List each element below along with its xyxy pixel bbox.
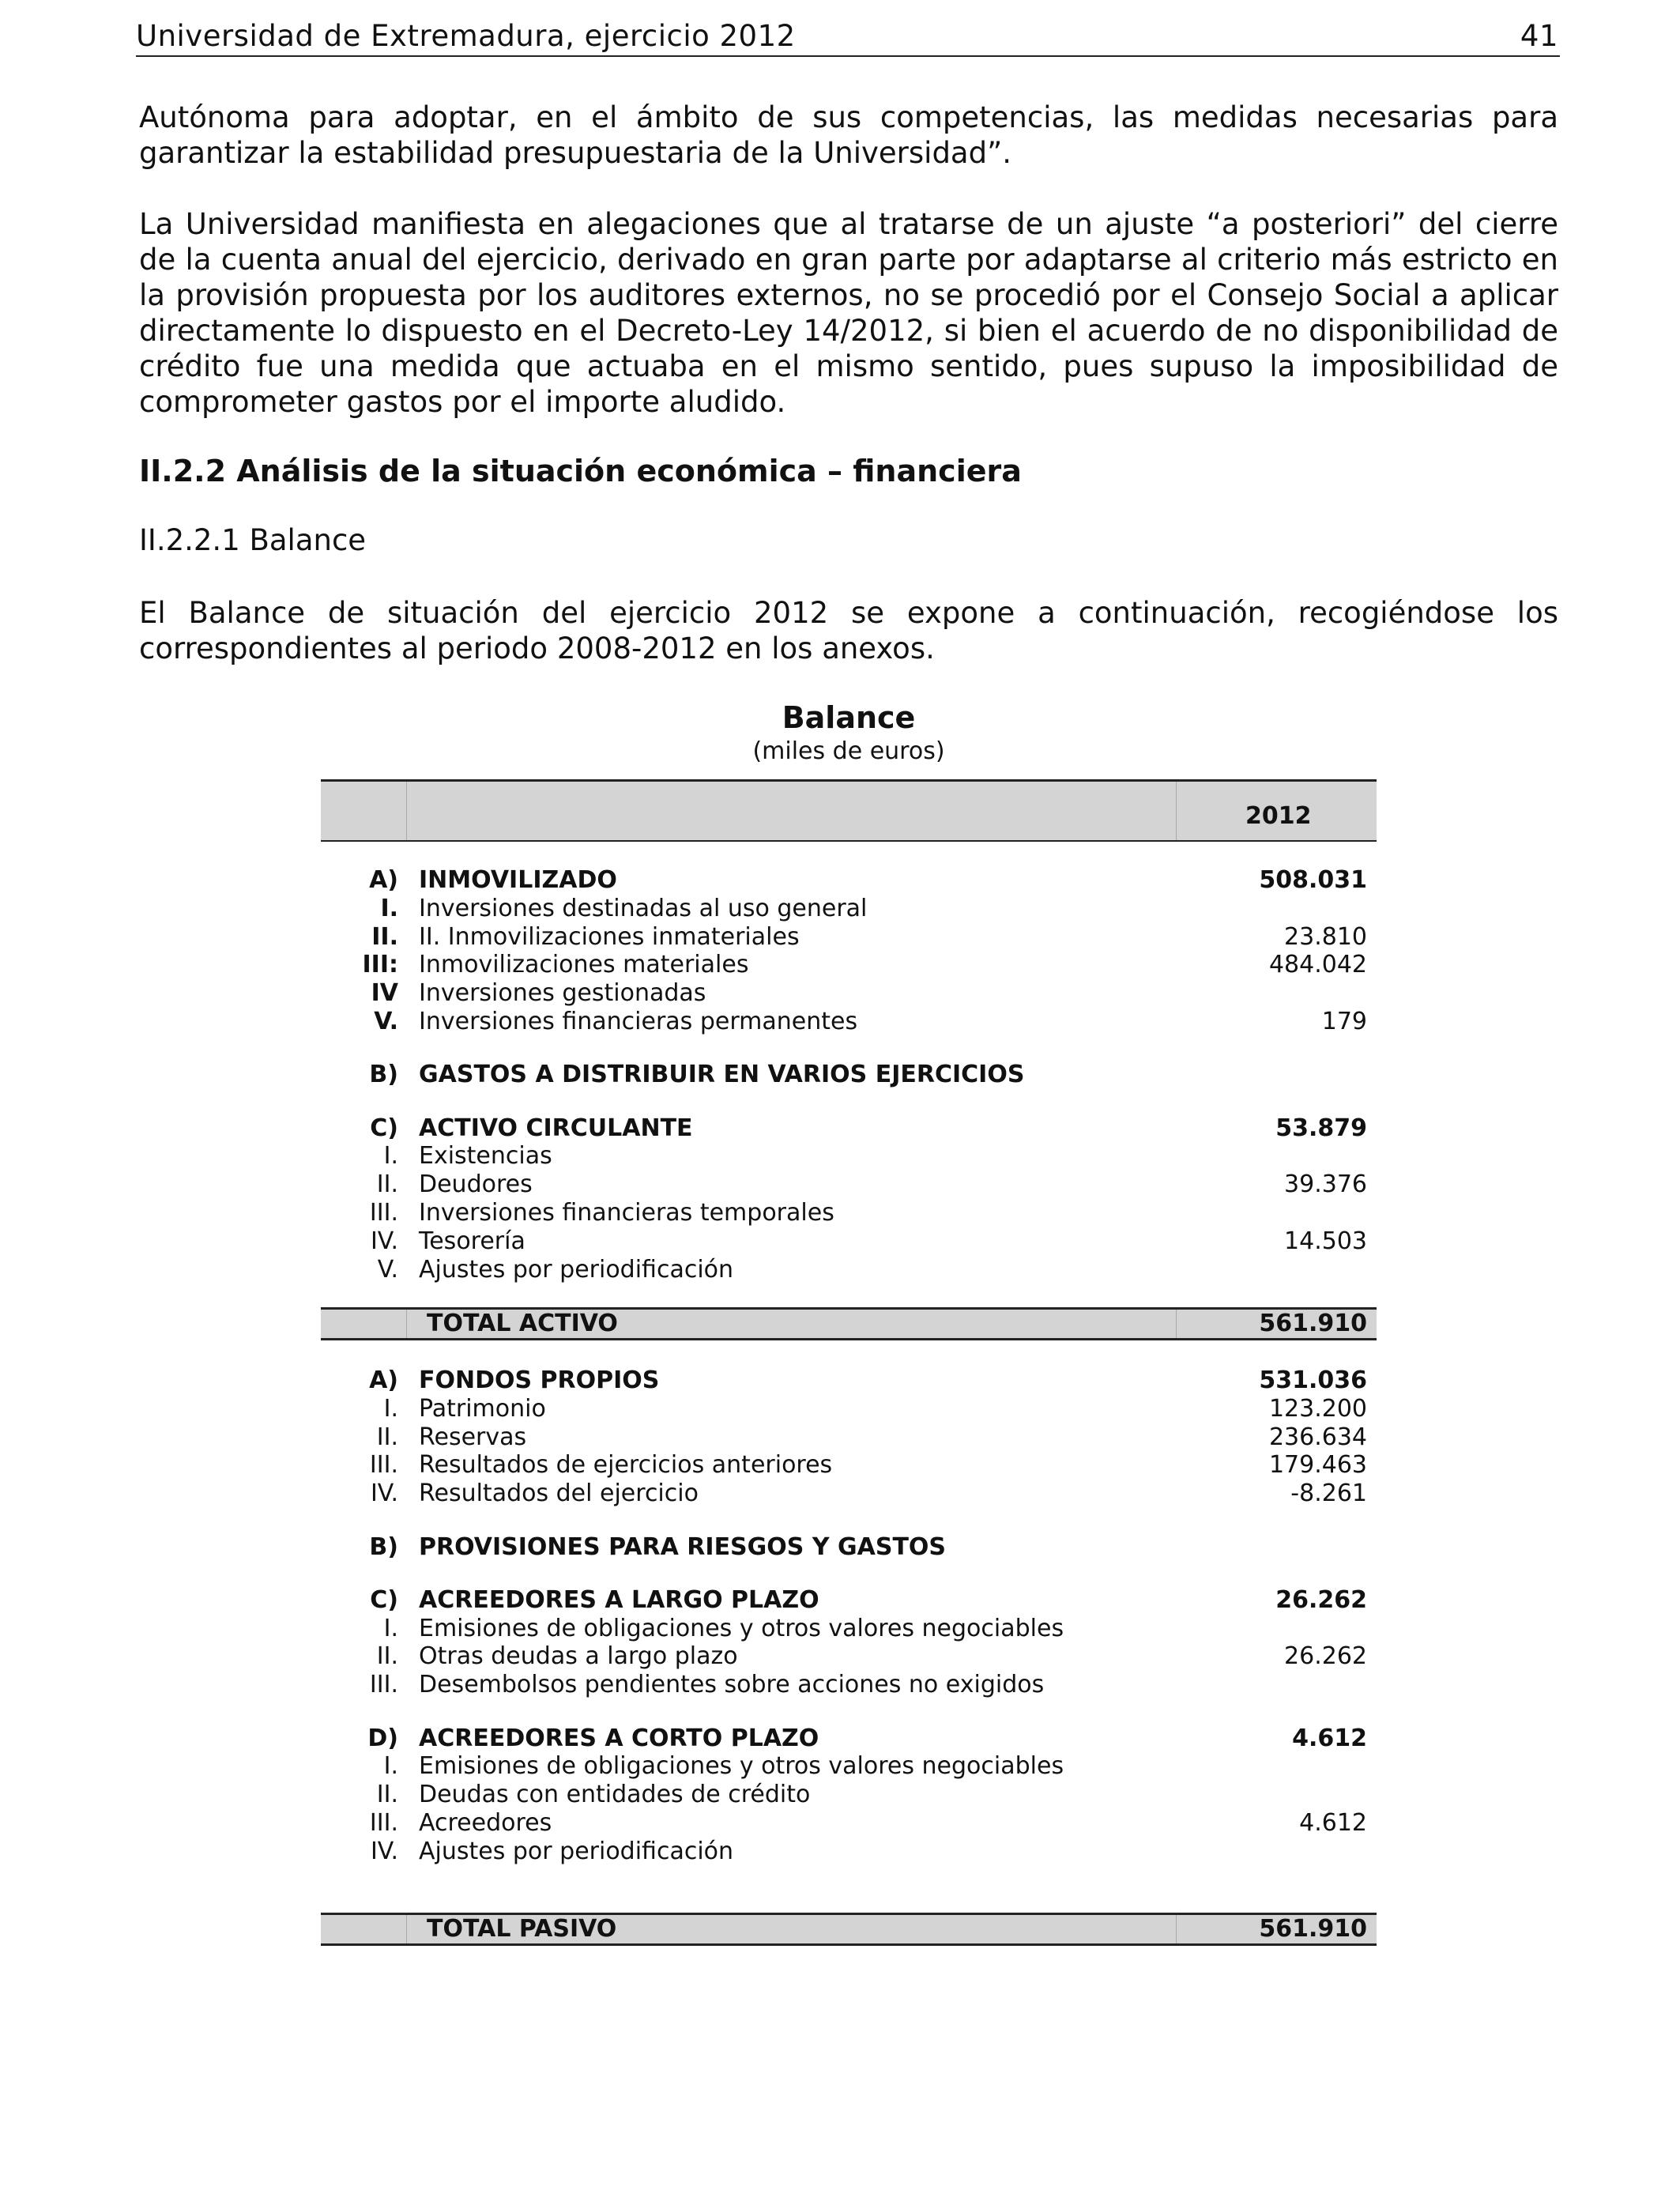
- row-code: I.: [380, 895, 398, 922]
- table-title: Balance: [782, 700, 916, 735]
- table-row: [321, 1061, 1377, 1089]
- row-code: II.: [376, 1171, 398, 1198]
- total-value: 561.910: [1259, 1915, 1367, 1943]
- row-code: I.: [383, 1615, 398, 1642]
- row-label: Ajustes por periodificación: [419, 1838, 734, 1865]
- row-label: Inversiones financieras permanentes: [419, 1008, 858, 1035]
- row-code: IV.: [370, 1480, 398, 1507]
- row-code: A): [369, 866, 398, 894]
- row-code: III.: [369, 1809, 398, 1837]
- table-row: [321, 1671, 1377, 1699]
- table-row: [321, 1752, 1377, 1781]
- row-val: 53.879: [1275, 1114, 1367, 1142]
- table-row: [321, 1533, 1377, 1562]
- row-code: V.: [374, 1008, 398, 1035]
- table-row: [321, 1423, 1377, 1452]
- row-label: Ajustes por periodificación: [419, 1256, 734, 1284]
- row-code: IV.: [370, 1838, 398, 1865]
- row-label: Inmovilizaciones materiales: [419, 951, 749, 978]
- table-row: [321, 1451, 1377, 1480]
- subsection-heading: II.2.2.1 Balance: [139, 523, 367, 557]
- row-label: Reservas: [419, 1423, 527, 1451]
- row-code: C): [370, 1586, 398, 1614]
- paragraph: Autónoma para adoptar, en el ámbito de sus competencias, las medidas necesarias para garantizar la estabilidad presupuestaria de la Universidad”.: [139, 100, 1558, 170]
- row-code: B): [369, 1061, 398, 1088]
- paragraph: La Universidad manifiesta en alegaciones que al tratarse de un ajuste “a posteriori” del cierre de la cuenta anual del ejercicio, derivado en gran parte por adaptarse al criterio más estricto en la provisión propuesta por los auditores externos, no se procedió por el Consejo Social a aplicar directamente lo dispuesto en el Decreto-Ley 14/2012, si bien el acuerdo de no disponibilidad de crédito fue una medida que actuaba en el mismo sentido, pues supuso la imposibilidad de comprometer gastos por el importe aludido.: [139, 207, 1558, 419]
- table-row: [321, 1008, 1377, 1036]
- row-label: Tesorería: [419, 1227, 525, 1255]
- total-pasivo-row: [321, 1913, 1377, 1946]
- row-label: II. Inmovilizaciones inmateriales: [419, 923, 800, 951]
- row-label: Otras deudas a largo plazo: [419, 1642, 738, 1670]
- row-code: B): [369, 1533, 398, 1561]
- total-activo-row: [321, 1307, 1377, 1340]
- row-label: GASTOS A DISTRIBUIR EN VARIOS EJERCICIOS: [419, 1061, 1025, 1088]
- table-row: [321, 1781, 1377, 1809]
- row-code: V.: [377, 1256, 398, 1284]
- table-row: [321, 1114, 1377, 1143]
- row-code: I.: [383, 1752, 398, 1780]
- table-row: [321, 1367, 1377, 1395]
- table-row: [321, 1480, 1377, 1508]
- table-row: [321, 951, 1377, 979]
- table-row: [321, 1642, 1377, 1671]
- row-code: D): [367, 1725, 398, 1752]
- balance-table: [321, 779, 1377, 1946]
- row-val: 4.612: [1292, 1725, 1367, 1752]
- row-label: ACREEDORES A CORTO PLAZO: [419, 1725, 819, 1752]
- row-label: Inversiones financieras temporales: [419, 1199, 834, 1227]
- table-row: [321, 866, 1377, 895]
- row-code: A): [369, 1367, 398, 1394]
- table-row: [321, 1227, 1377, 1256]
- row-code: IV: [371, 979, 398, 1007]
- table-row: [321, 1809, 1377, 1838]
- row-val: -8.261: [1290, 1480, 1367, 1507]
- row-label: Deudores: [419, 1171, 533, 1198]
- row-val: 123.200: [1268, 1395, 1367, 1423]
- row-code: I.: [383, 1395, 398, 1423]
- row-label: Emisiones de obligaciones y otros valores negociables: [419, 1615, 1064, 1642]
- table-row: [321, 895, 1377, 923]
- row-label: ACTIVO CIRCULANTE: [419, 1114, 693, 1142]
- page-header: [136, 17, 1560, 57]
- total-label: TOTAL ACTIVO: [427, 1310, 618, 1337]
- total-value: 561.910: [1259, 1310, 1367, 1337]
- row-val: 179.463: [1268, 1451, 1367, 1479]
- row-val: 484.042: [1268, 951, 1367, 978]
- row-label: Existencias: [419, 1142, 552, 1170]
- table-row: [321, 1586, 1377, 1615]
- row-val: 508.031: [1259, 866, 1367, 894]
- row-label: Patrimonio: [419, 1395, 546, 1423]
- row-code: III.: [369, 1451, 398, 1479]
- row-label: Acreedores: [419, 1809, 552, 1837]
- row-val: 39.376: [1284, 1171, 1367, 1198]
- section-heading: II.2.2 Análisis de la situación económica – financiera: [139, 454, 1022, 488]
- row-val: 236.634: [1268, 1423, 1367, 1451]
- row-code: II.: [376, 1642, 398, 1670]
- row-val: 4.612: [1299, 1809, 1367, 1837]
- row-val: 531.036: [1259, 1367, 1367, 1394]
- table-row: [321, 1615, 1377, 1643]
- row-label: Desembolsos pendientes sobre acciones no exigidos: [419, 1671, 1045, 1698]
- row-val: 14.503: [1284, 1227, 1367, 1255]
- table-subtitle: (miles de euros): [752, 737, 945, 765]
- year-header: 2012: [1245, 802, 1312, 830]
- table-row: [321, 1199, 1377, 1227]
- row-code: III:: [362, 951, 398, 978]
- row-code: III.: [369, 1199, 398, 1227]
- row-label: Emisiones de obligaciones y otros valores negociables: [419, 1752, 1064, 1780]
- paragraph: El Balance de situación del ejercicio 2012 se expone a continuación, recogiéndose los correspondientes al periodo 2008-2012 en los anexos.: [139, 596, 1558, 665]
- table-row: [321, 1725, 1377, 1753]
- row-val: 26.262: [1284, 1642, 1367, 1670]
- table-row: [321, 1395, 1377, 1423]
- row-code: C): [370, 1114, 398, 1142]
- total-label: TOTAL PASIVO: [427, 1915, 617, 1943]
- row-label: ACREEDORES A LARGO PLAZO: [419, 1586, 819, 1614]
- page-number: 41: [1520, 19, 1558, 53]
- row-val: 26.262: [1275, 1586, 1367, 1614]
- row-code: IV.: [370, 1227, 398, 1255]
- table-row: [321, 979, 1377, 1008]
- row-label: INMOVILIZADO: [419, 866, 617, 894]
- header-title: Universidad de Extremadura, ejercicio 2012: [136, 19, 796, 53]
- table-row: [321, 1171, 1377, 1199]
- row-label: Inversiones destinadas al uso general: [419, 895, 868, 922]
- row-code: II.: [376, 1781, 398, 1808]
- row-label: PROVISIONES PARA RIESGOS Y GASTOS: [419, 1533, 947, 1561]
- table-row: [321, 1142, 1377, 1171]
- row-label: FONDOS PROPIOS: [419, 1367, 660, 1394]
- row-code: II.: [371, 923, 398, 951]
- row-label: Resultados del ejercicio: [419, 1480, 699, 1507]
- row-val: 179: [1321, 1008, 1367, 1035]
- table-row: [321, 923, 1377, 952]
- row-label: Resultados de ejercicios anteriores: [419, 1451, 833, 1479]
- row-code: II.: [376, 1423, 398, 1451]
- table-row: [321, 1256, 1377, 1284]
- row-val: 23.810: [1284, 923, 1367, 951]
- row-label: Deudas con entidades de crédito: [419, 1781, 811, 1808]
- row-code: III.: [369, 1671, 398, 1698]
- table-row: [321, 1838, 1377, 1866]
- table-header: [321, 779, 1377, 842]
- row-label: Inversiones gestionadas: [419, 979, 706, 1007]
- row-code: I.: [383, 1142, 398, 1170]
